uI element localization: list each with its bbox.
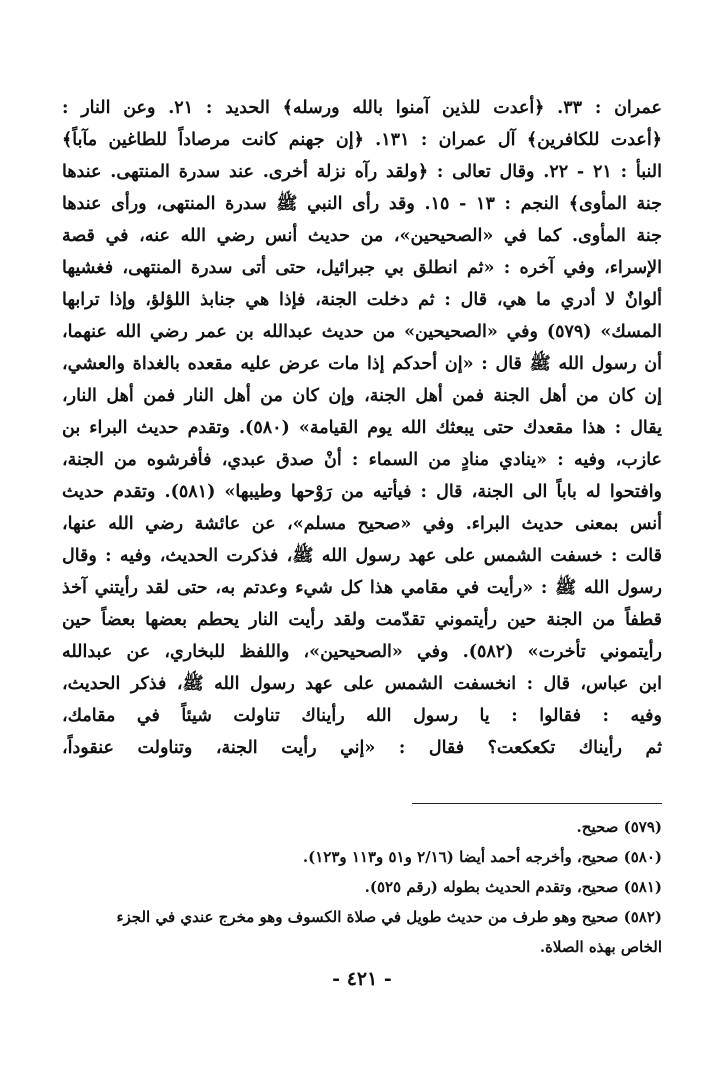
- footnote: (٥٧٩) صحيح.: [576, 818, 662, 836]
- text-line: النبأ : ٢١ - ٢٢. وقال تعالى : ﴿ولقد رآه نزلة أخرى. عند سدرة المنتهى. عندها: [62, 162, 662, 182]
- text-line: رأيتموني تأخرت» (٥٨٢). وفي «الصحيحين»، واللفظ للبخاري، عن عبدالله: [62, 642, 662, 662]
- footnote-separator: [412, 803, 662, 804]
- text-line: ألوانٌ لا أدري ما هي، قال : ثم دخلت الجنة، فإذا هي جنابذ اللؤلؤ، وإذا ترابها: [62, 290, 662, 310]
- text-line: الإسراء، وفي آخره : «ثم انطلق بي جبرائيل، حتى أتى سدرة المنتهى، فغشيها: [62, 258, 662, 278]
- page-number: - ٤٢١ -: [332, 968, 392, 990]
- text-line: ثم رأيناك تكعكعت؟ فقال : «إني رأيت الجنة، وتناولت عنقوداً،: [62, 738, 662, 758]
- text-line: جنة المأوى. كما في «الصحيحين»، من حديث أنس رضي الله عنه، في قصة: [62, 226, 662, 246]
- text-line: أنس بمعنى حديث البراء. وفي «صحيح مسلم»، عن عائشة رضي الله عنها،: [62, 514, 662, 534]
- text-line: جنة المأوى﴾ النجم : ١٣ - ١٥. وقد رأى النبي ﷺ سدرة المنتهى، ورأى عندها: [62, 194, 662, 214]
- text-line: عازب، وفيه : «ينادي منادٍ من السماء : أنْ صدق عبدي، فأفرشوه من الجنة،: [62, 450, 662, 470]
- text-line: أن رسول الله ﷺ قال : «إن أحدكم إذا مات عرض عليه مقعده بالغداة والعشي،: [62, 354, 662, 374]
- footnote: (٥٨١) صحيح، وتقدم الحديث بطوله (رقم ٥٢٥).: [364, 878, 662, 896]
- text-line: وافتحوا له باباً الى الجنة، قال : فيأتيه من رَوْحها وطيبها» (٥٨١). وتقدم حديث: [62, 482, 662, 502]
- text-line: إن كان من أهل الجنة فمن أهل الجنة، وإن كان من أهل النار فمن أهل النار،: [62, 386, 662, 406]
- text-line: المسك» (٥٧٩) وفي «الصحيحين» من حديث عبدالله بن عمر رضي الله عنهما،: [62, 322, 662, 342]
- text-line: ﴿أعدت للكافرين﴾ آل عمران : ١٣١. ﴿إن جهنم كانت مرصاداً للطاغين مآباً﴾: [62, 130, 662, 150]
- text-line: قطفاً من الجنة حين رأيتموني تقدّمت ولقد رأيت النار يحطم بعضها بعضاً حين: [62, 610, 662, 630]
- text-line: وفيه : فقالوا : يا رسول الله رأيناك تناولت شيئاً في مقامك،: [62, 706, 662, 726]
- main-text: [62, 92, 662, 764]
- footnotes: [62, 812, 662, 962]
- footnote: (٥٨٢) صحيح وهو طرف من حديث طويل في صلاة الكسوف وهو مخرج عندي في الجزء: [116, 908, 662, 926]
- footnote-continuation: الخاص بهذه الصلاة.: [539, 938, 662, 956]
- text-line: عمران : ٣٣. ﴿أعدت للذين آمنوا بالله ورسله﴾ الحديد : ٢١. وعن النار :: [62, 98, 662, 118]
- text-line: يقال : هذا مقعدك حتى يبعثك الله يوم القيامة» (٥٨٠). وتقدم حديث البراء بن: [62, 418, 662, 438]
- text-line: ابن عباس، قال : انخسفت الشمس على عهد رسول الله ﷺ، فذكر الحديث،: [62, 674, 662, 694]
- text-line: قالت : خسفت الشمس على عهد رسول الله ﷺ، فذكرت الحديث، وفيه : وقال: [62, 546, 662, 566]
- footnote: (٥٨٠) صحيح، وأخرجه أحمد أيضا (٢/١٦ و٥١ و١١٣ و١٢٣).: [302, 848, 662, 866]
- text-line: رسول الله ﷺ : «رأيت في مقامي هذا كل شيء وعدتم به، حتى لقد رأيتني آخذ: [62, 578, 662, 598]
